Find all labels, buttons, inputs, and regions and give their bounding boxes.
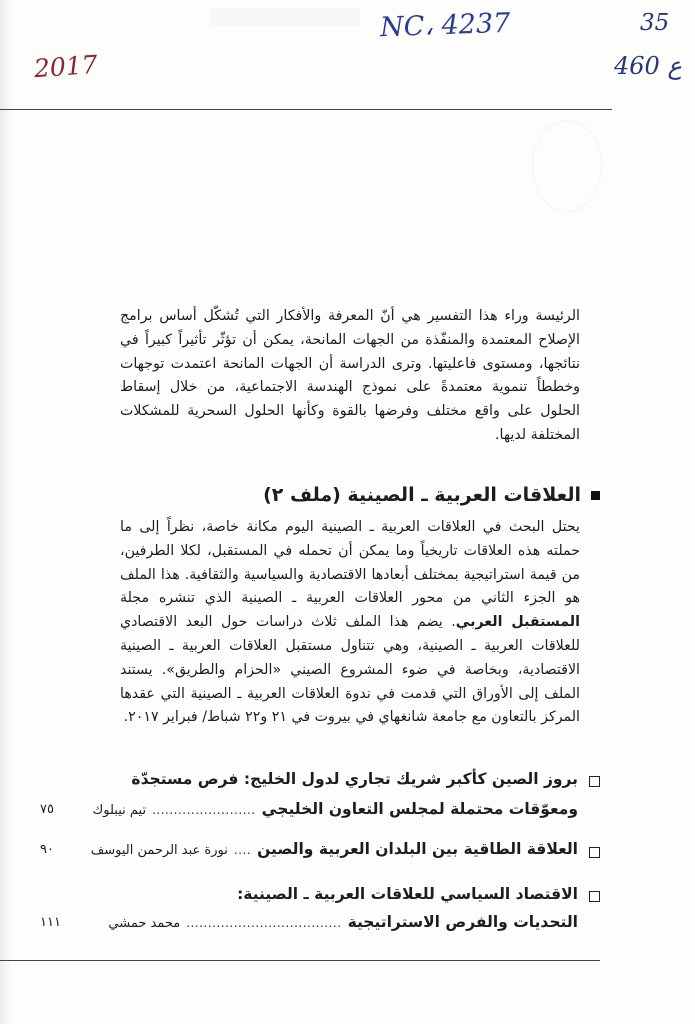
footer-rule: [0, 960, 600, 961]
toc-page-number: ٩٠: [40, 842, 54, 857]
checkbox-square-icon: [589, 891, 600, 902]
toc-title-line1: الاقتصاد السياسي للعلاقات العربية ـ الصينية:: [237, 885, 578, 903]
toc-author: محمد حمشي: [108, 916, 181, 931]
toc-page-number: ١١١: [40, 915, 61, 930]
handwritten-number-1: 35: [640, 10, 670, 36]
toc-page-number: ٧٥: [40, 802, 54, 817]
checkbox-square-icon: [589, 776, 600, 787]
square-bullet-icon: [591, 491, 600, 500]
toc-title-text: العلاقة الطاقية بين البلدان العربية والصين: [257, 840, 578, 858]
intro-paragraph: الرئيسة وراء هذا التفسير هي أنّ المعرفة والأفكار التي تُشكّل أساس برامج الإصلاح المعتمدة والمنفّذة من الجهات المانحة، يمكن أن تؤثّر تأثيراً كبيراً في نتائجها، ومستوى فاعليتها. وترى الدراسة أن الجهات المانحة اعتمدت توجهات وخططاً تنموية معتمدةً على نموذج الهندسة الاجتماعية، من خلال إسقاط الحلول على واقع مختلف وفرضها بالقوة وكأنها الحلول السحرية للمشكلات المختلفة لديها.: [120, 308, 580, 443]
handwritten-number-2: 460 ع: [614, 52, 682, 80]
checkbox-square-icon: [589, 847, 600, 858]
scan-edge: [0, 0, 12, 1024]
handwritten-year: 2017: [33, 49, 99, 84]
journal-name: المستقبل العربي: [455, 614, 580, 631]
section-heading: [120, 482, 600, 508]
section-paragraph: [120, 516, 580, 730]
toc-title-line2: [93, 800, 578, 818]
toc-leader-dots: ........................: [152, 803, 256, 817]
toc-title-line2-text: التحديات والفرص الاستراتيجية: [347, 913, 578, 931]
section-paragraph-part1: يحتل البحث في العلاقات العربية ـ الصينية اليوم مكانة خاصة، نظراً إلى ما حملته هذه العلاقات تاريخياً وما يمكن أن تحمله في المستقبل، لكلا الطرفين، من قيمة استراتيجية بمختلف أبعادها الاقتصادية والسياسية والثقافية. هذا الملف هو الجزء الثاني من محور العلاقات العربية ـ الصينية الذي تنشره مجلة: [120, 519, 580, 607]
toc-leader-dots: ....: [233, 843, 252, 857]
toc-author: نورة عبد الرحمن اليوسف: [90, 843, 228, 858]
faded-watermark-top: [210, 8, 360, 26]
handwritten-call-number: NC، 4237: [379, 7, 511, 44]
toc-title-line2: [108, 913, 578, 931]
toc-leader-dots: ....................................: [186, 916, 342, 930]
section-title-text: العلاقات العربية ـ الصينية (ملف ٢): [263, 484, 581, 506]
header-rule: [0, 109, 612, 110]
toc-author: تيم نيبلوك: [92, 803, 147, 818]
toc-title-line1: بروز الصين كأكبر شريك تجاري لدول الخليج: فرص مستجدّة: [131, 770, 578, 788]
toc-title-line: [91, 840, 578, 858]
section-paragraph-part2: . يضم هذا الملف ثلاث دراسات حول البعد الاقتصادي للعلاقات العربية ـ الصينية، وهي تتناول مستقبل العلاقات العربية ـ الصينية الاقتصادية، وبخاصة في ضوء المشروع الصيني «الحزام والطريق». يستند الملف إلى الأوراق التي قدمت في ندوة العلاقات العربية ـ الصينية التي عقدها المركز بالتعاون مع جامعة شانغهاي في بيروت في ٢١ و٢٢ شباط/ فبراير ٢٠١٧.: [120, 614, 580, 726]
faded-watermark-seal: [532, 120, 602, 212]
toc-title-line2-text: ومعوّقات محتملة لمجلس التعاون الخليجي: [261, 800, 578, 818]
